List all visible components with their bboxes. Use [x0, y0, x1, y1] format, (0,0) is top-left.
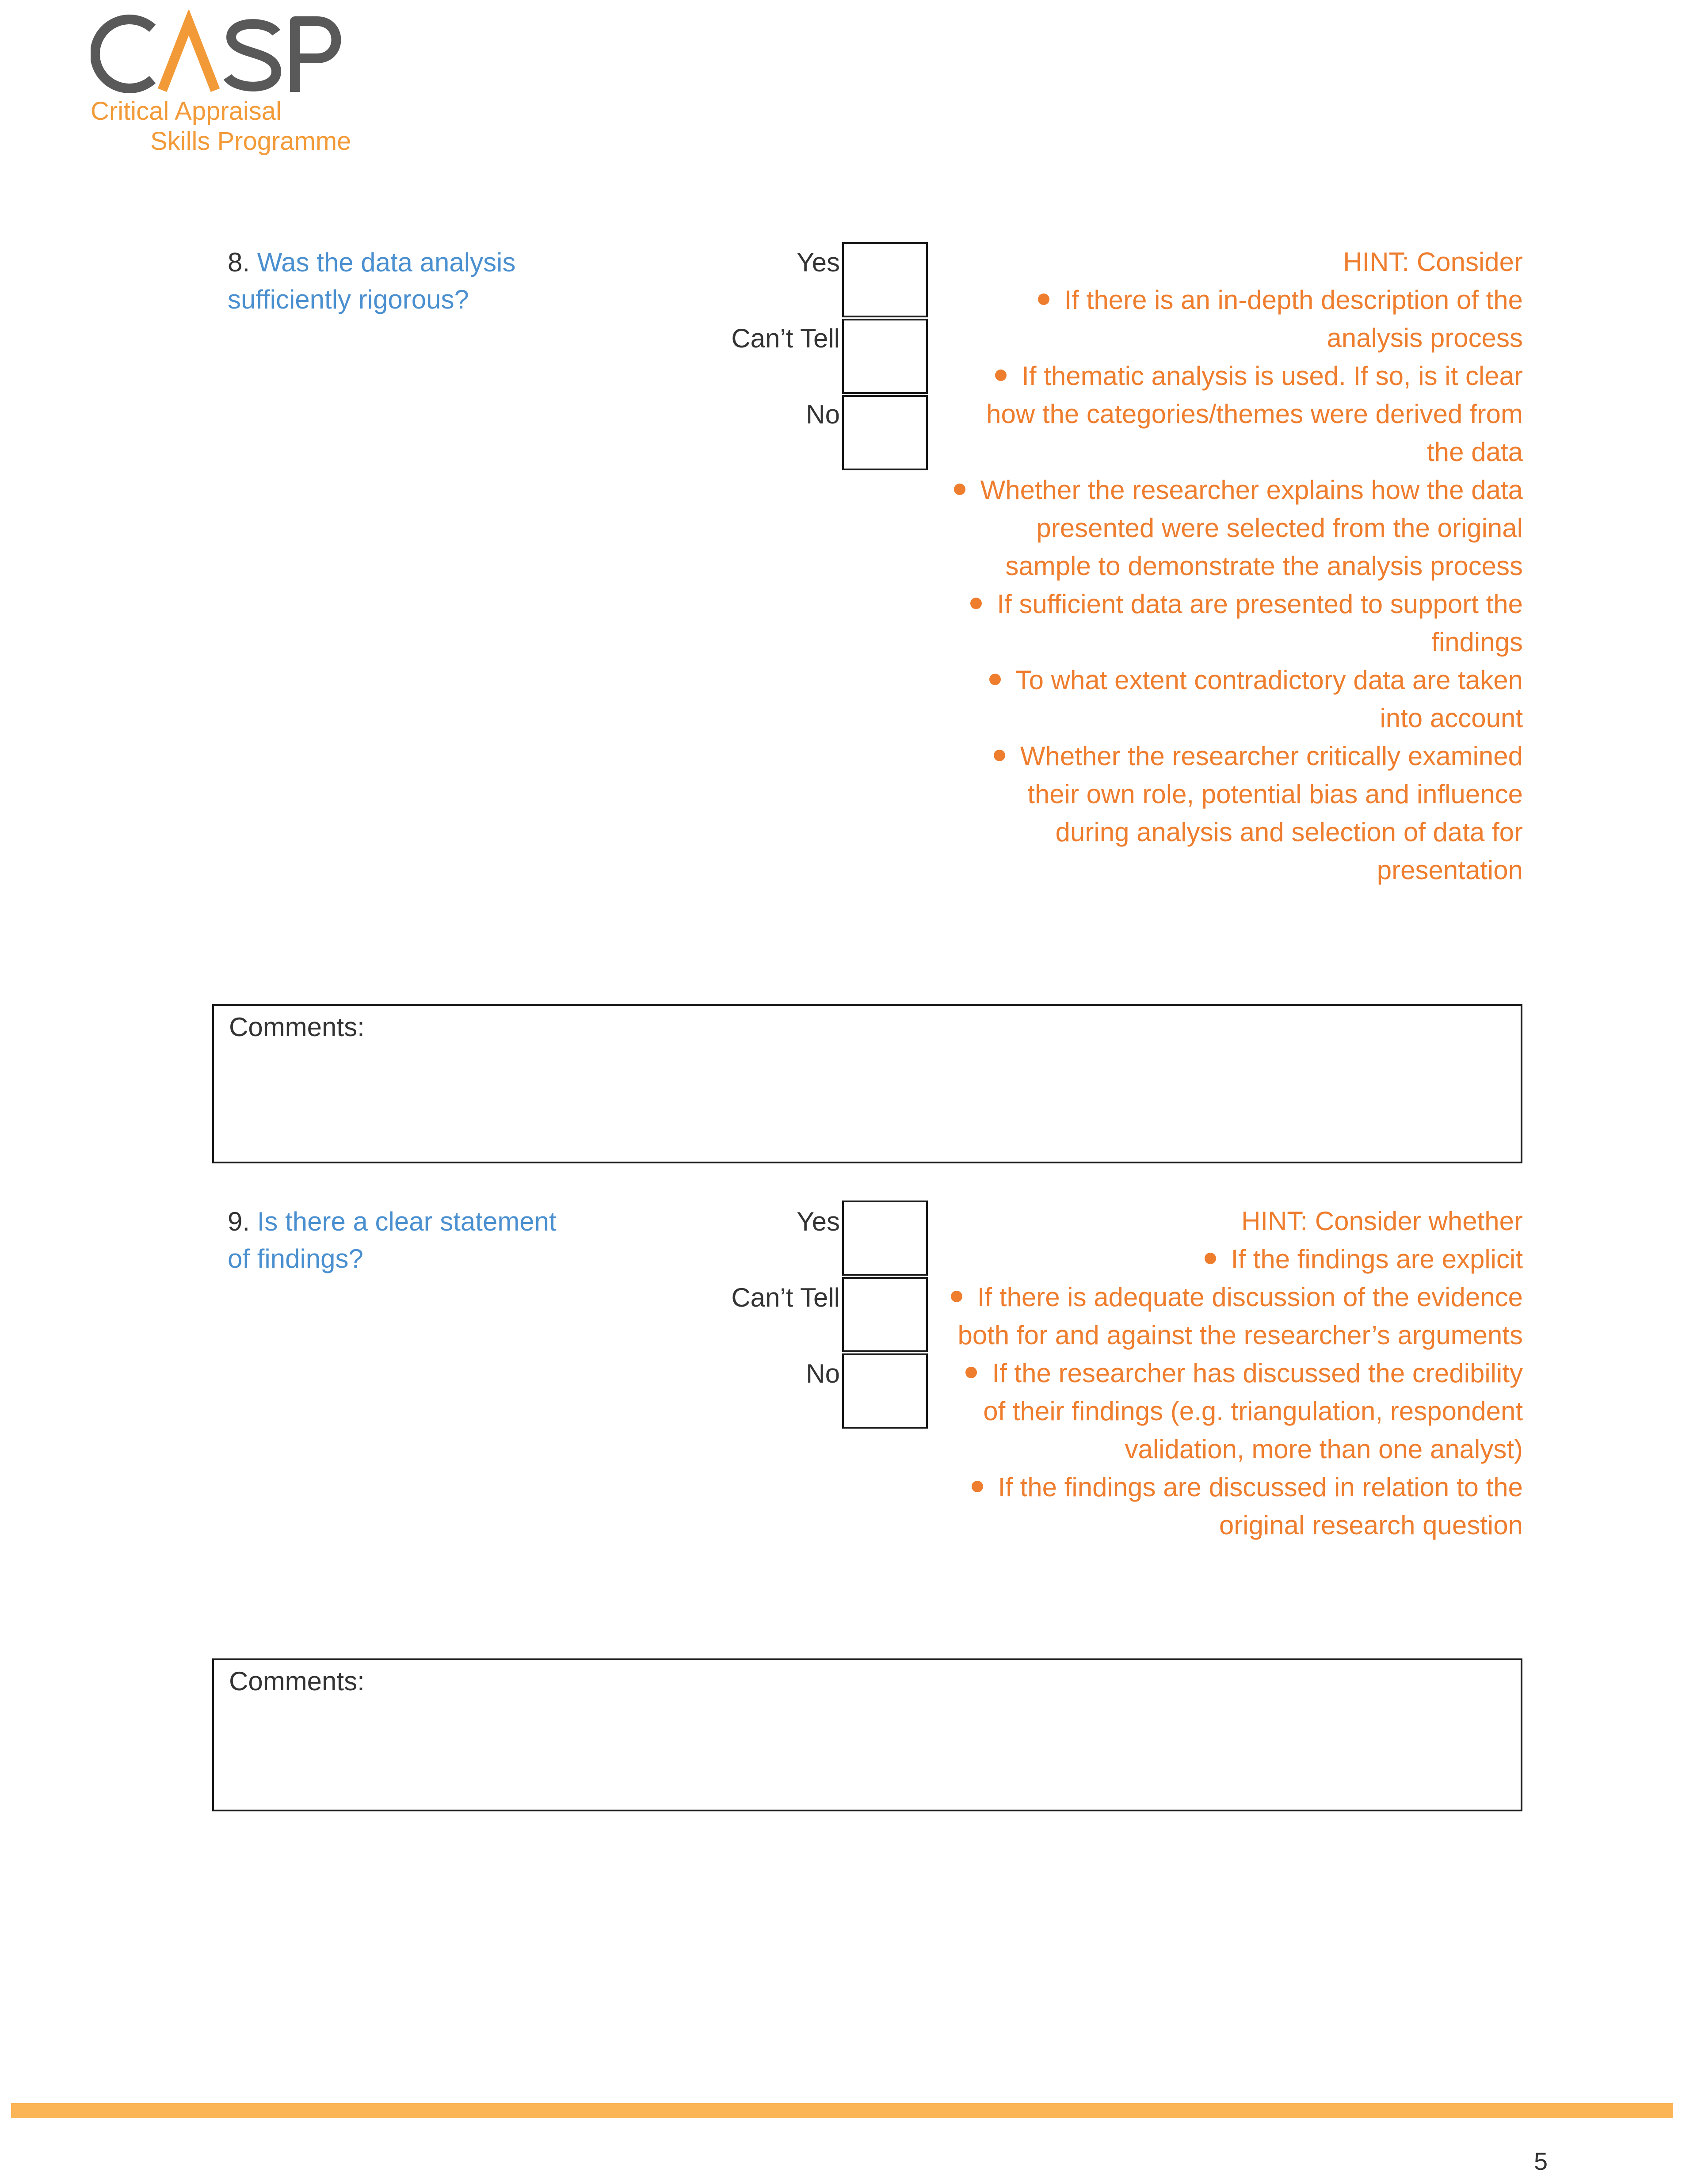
comments-label: Comments: [229, 1666, 365, 1696]
bullet-icon [970, 598, 982, 609]
hint-item: To what extent contradictory data are taken into account [948, 661, 1523, 737]
page-number: 5 [1534, 2147, 1548, 2175]
question-title [228, 1203, 714, 1277]
footer-bar [11, 2103, 1673, 2118]
answer-labels [663, 244, 840, 474]
casp-logo-mark [91, 10, 347, 98]
question-text: Is there a clear statement of findings? [228, 1207, 557, 1273]
option-no-checkbox[interactable] [842, 395, 928, 470]
option-yes-checkbox[interactable] [842, 1201, 928, 1276]
hint-list [948, 281, 1523, 889]
option-cant-tell-label: Can’t Tell [731, 1283, 840, 1312]
hint-item: Whether the researcher critically examined their own role, potential bias and influence during analysis and selection of data for presentation [948, 737, 1523, 889]
hint-title: HINT: Consider [1343, 247, 1523, 277]
bullet-icon [994, 750, 1005, 761]
bullet-icon [951, 1291, 962, 1302]
casp-logo [91, 10, 351, 160]
option-cant-tell-label: Can’t Tell [731, 324, 840, 353]
hint-item: If thematic analysis is used. If so, is it clear how the categories/themes were derived from the data [986, 361, 1523, 467]
question-number: 9. [228, 1207, 250, 1236]
comments-box[interactable] [212, 1004, 1522, 1163]
comments-box[interactable] [212, 1658, 1522, 1811]
option-cant-tell-checkbox[interactable] [842, 1277, 928, 1352]
option-yes-checkbox[interactable] [842, 242, 928, 317]
question-text: Was the data analysis sufficiently rigorous? [228, 248, 516, 314]
hint-item: If the researcher has discussed the credibility of their findings (e.g. triangulation, respondent validation, more than one analyst) [948, 1354, 1523, 1468]
comments-label: Comments: [229, 1012, 365, 1042]
bullet-icon [989, 674, 1001, 685]
bullet-icon [995, 370, 1007, 381]
hint-item: If there is an in-depth description of the analysis process [948, 281, 1523, 357]
hint-list [948, 1240, 1523, 1544]
question-number: 8. [228, 248, 250, 277]
bullet-icon [1205, 1253, 1216, 1264]
logo-tagline-1: Critical Appraisal [91, 97, 282, 126]
hint-item: If the findings are explicit [948, 1240, 1523, 1278]
hint-block [948, 243, 1523, 889]
hint-item: If the findings are discussed in relation to the original research question [948, 1468, 1523, 1544]
logo-tagline-2: Skills Programme [150, 127, 351, 156]
bullet-icon [972, 1481, 983, 1492]
option-yes-label: Yes [797, 248, 840, 277]
bullet-icon [1038, 293, 1049, 305]
bullet-icon [965, 1367, 977, 1378]
hint-title: HINT: Consider whether [1241, 1206, 1523, 1236]
hint-block [948, 1202, 1523, 1544]
question-title [228, 244, 714, 318]
answer-labels [663, 1203, 840, 1433]
hint-item: If there is adequate discussion of the evidence both for and against the researcher’s arguments [948, 1278, 1523, 1354]
hint-item: Whether the researcher explains how the data presented were selected from the original sample to demonstrate the analysis process [948, 471, 1523, 585]
option-cant-tell-checkbox[interactable] [842, 319, 928, 394]
hint-item: If sufficient data are presented to support the findings [948, 585, 1523, 661]
option-no-label: No [806, 1359, 840, 1388]
option-yes-label: Yes [797, 1207, 840, 1236]
option-no-checkbox[interactable] [842, 1353, 928, 1429]
option-no-label: No [806, 400, 840, 429]
bullet-icon [954, 484, 965, 495]
